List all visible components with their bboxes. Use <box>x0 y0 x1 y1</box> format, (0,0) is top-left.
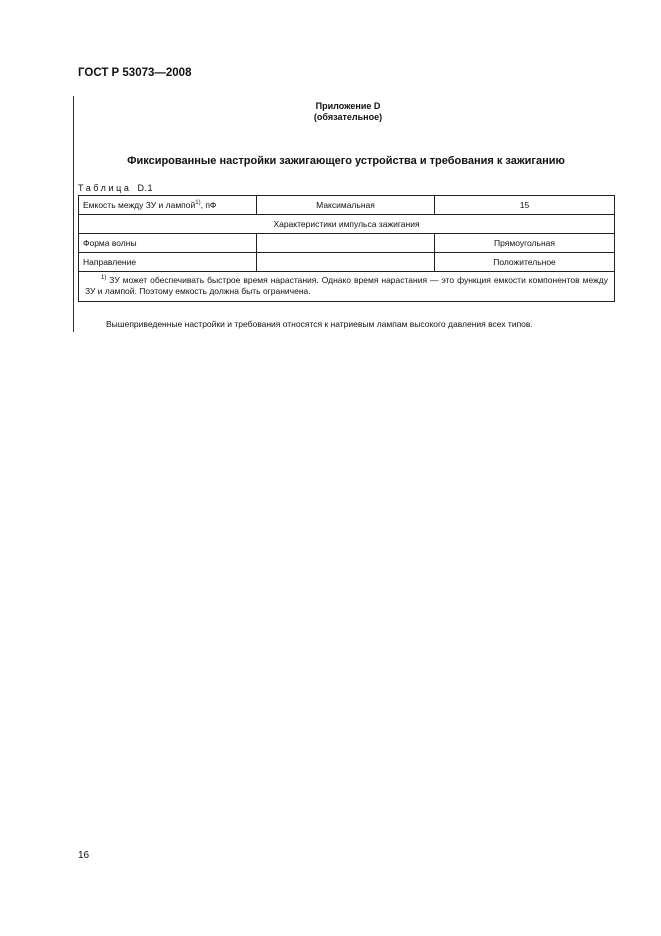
table-row <box>79 253 615 272</box>
table-cell <box>79 196 257 215</box>
table-cell: Максимальная <box>257 196 435 215</box>
footnote-text: ЗУ может обеспечивать быстрое время нарастания. Однако время нарастания — это функция емкости компонентов между ЗУ и лампой. Поэтому емкость должна быть ограничена. <box>85 275 608 296</box>
capacity-unit: , пФ <box>200 200 217 210</box>
table-cell: Прямоугольная <box>435 234 615 253</box>
note-paragraph: Вышеприведенные настройки и требования относятся к натриевым лампам высокого давления всех типов. <box>106 319 533 329</box>
annex-title: Приложение D <box>315 101 381 111</box>
table-cell: Направление <box>79 253 257 272</box>
table-label-word: Таблица <box>78 183 132 193</box>
table-row <box>79 272 615 302</box>
table-number: D.1 <box>137 183 154 193</box>
table-footnote <box>79 272 615 302</box>
section-title: Фиксированные настройки зажигающего устройства и требования к зажиганию <box>127 155 565 167</box>
table-label <box>78 183 153 193</box>
table-row <box>79 234 615 253</box>
document-code: ГОСТ Р 53073—2008 <box>78 67 192 79</box>
footnote-ref: 1) <box>195 200 201 206</box>
table-cell: 15 <box>435 196 615 215</box>
table-cell <box>257 253 435 272</box>
table-row <box>79 215 615 234</box>
margin-rule <box>73 96 74 332</box>
table-row <box>79 196 615 215</box>
footnote-mark: 1) <box>101 275 107 281</box>
table-cell: Форма волны <box>79 234 257 253</box>
requirements-table <box>78 195 615 302</box>
table-cell <box>257 234 435 253</box>
table-subheader: Характеристики импульса зажигания <box>79 215 615 234</box>
page-number: 16 <box>78 850 90 861</box>
table-cell: Положительное <box>435 253 615 272</box>
annex-status: (обязательное) <box>313 112 383 122</box>
capacity-label: Емкость между ЗУ и лампой <box>83 200 196 210</box>
